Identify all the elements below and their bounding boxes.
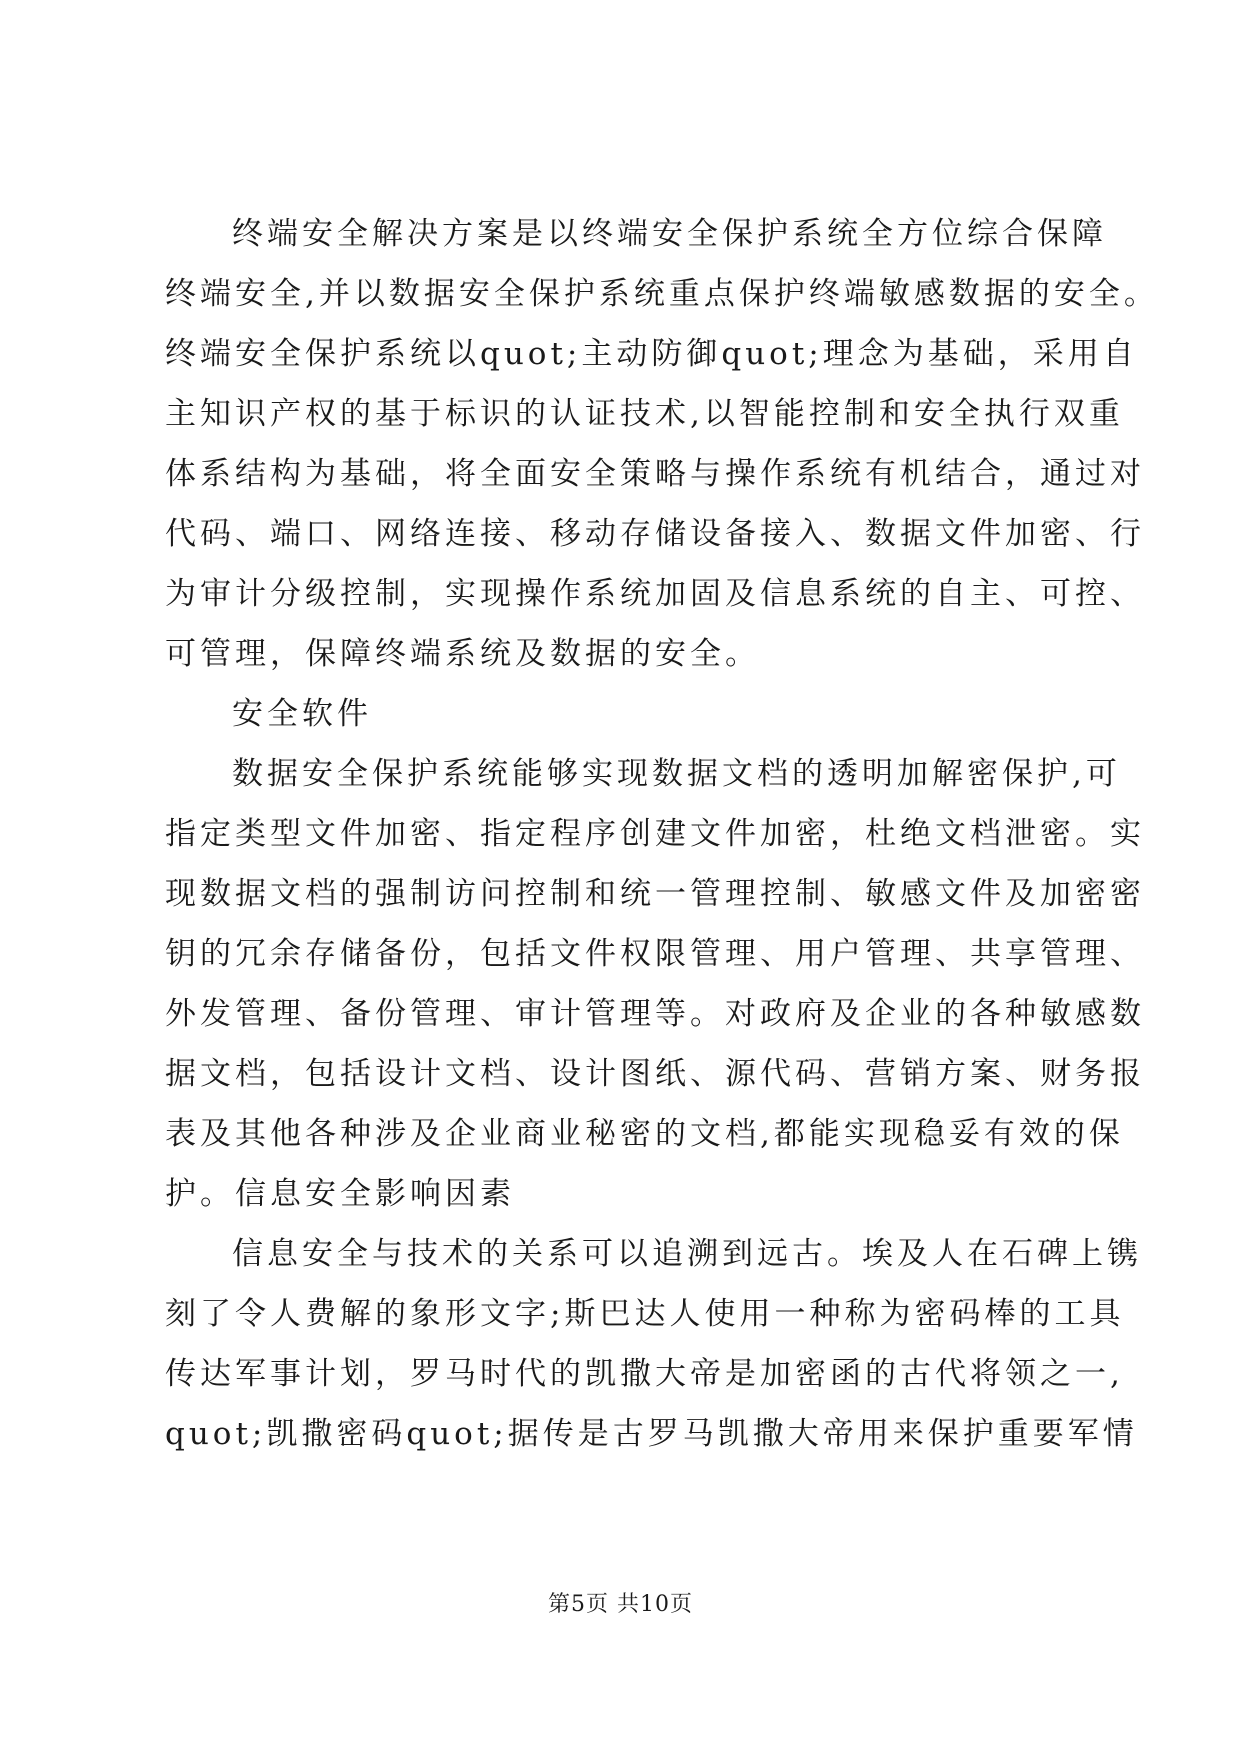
paragraph-line: quot;凯撒密码quot;据传是古罗马凯撒大帝用来保护重要军情 xyxy=(165,1416,1138,1452)
paragraph-line: 现数据文档的强制访问控制和统一管理控制、敏感文件及加密密 xyxy=(165,876,1145,912)
paragraph-line: 传达军事计划，罗马时代的凯撒大帝是加密函的古代将领之一, xyxy=(165,1356,1124,1392)
paragraph-line: 信息安全与技术的关系可以追溯到远古。埃及人在石碑上镌 xyxy=(232,1236,1142,1272)
paragraph-line: 可管理，保障终端系统及数据的安全。 xyxy=(165,636,760,672)
paragraph-line: 主知识产权的基于标识的认证技术,以智能控制和安全执行双重 xyxy=(165,396,1124,432)
section-heading: 安全软件 xyxy=(232,696,372,732)
paragraph-line: 体系结构为基础，将全面安全策略与操作系统有机结合，通过对 xyxy=(165,456,1145,492)
paragraph-line: 外发管理、备份管理、审计管理等。对政府及企业的各种敏感数 xyxy=(165,996,1145,1032)
paragraph-line: 钥的冗余存储备份，包括文件权限管理、用户管理、共享管理、 xyxy=(165,936,1145,972)
paragraph-line: 护。信息安全影响因素 xyxy=(165,1176,515,1212)
paragraph-line: 刻了令人费解的象形文字;斯巴达人使用一种称为密码棒的工具 xyxy=(165,1296,1125,1332)
paragraph-line: 指定类型文件加密、指定程序创建文件加密，杜绝文档泄密。实 xyxy=(165,816,1145,852)
paragraph-line: 终端安全解决方案是以终端安全保护系统全方位综合保障 xyxy=(232,216,1107,252)
paragraph-line: 据文档，包括设计文档、设计图纸、源代码、营销方案、财务报 xyxy=(165,1056,1145,1092)
page-number-footer: 第5页 共10页 xyxy=(548,1592,693,1617)
paragraph-line: 代码、端口、网络连接、移动存储设备接入、数据文件加密、行 xyxy=(165,516,1145,552)
paragraph-line: 表及其他各种涉及企业商业秘密的文档,都能实现稳妥有效的保 xyxy=(165,1116,1124,1152)
paragraph-line: 为审计分级控制，实现操作系统加固及信息系统的自主、可控、 xyxy=(165,576,1145,612)
paragraph-line: 数据安全保护系统能够实现数据文档的透明加解密保护,可 xyxy=(232,756,1121,792)
paragraph-line: 终端安全保护系统以quot;主动防御quot;理念为基础，采用自 xyxy=(165,336,1138,372)
paragraph-line: 终端安全,并以数据安全保护系统重点保护终端敏感数据的安全。 xyxy=(165,276,1159,312)
